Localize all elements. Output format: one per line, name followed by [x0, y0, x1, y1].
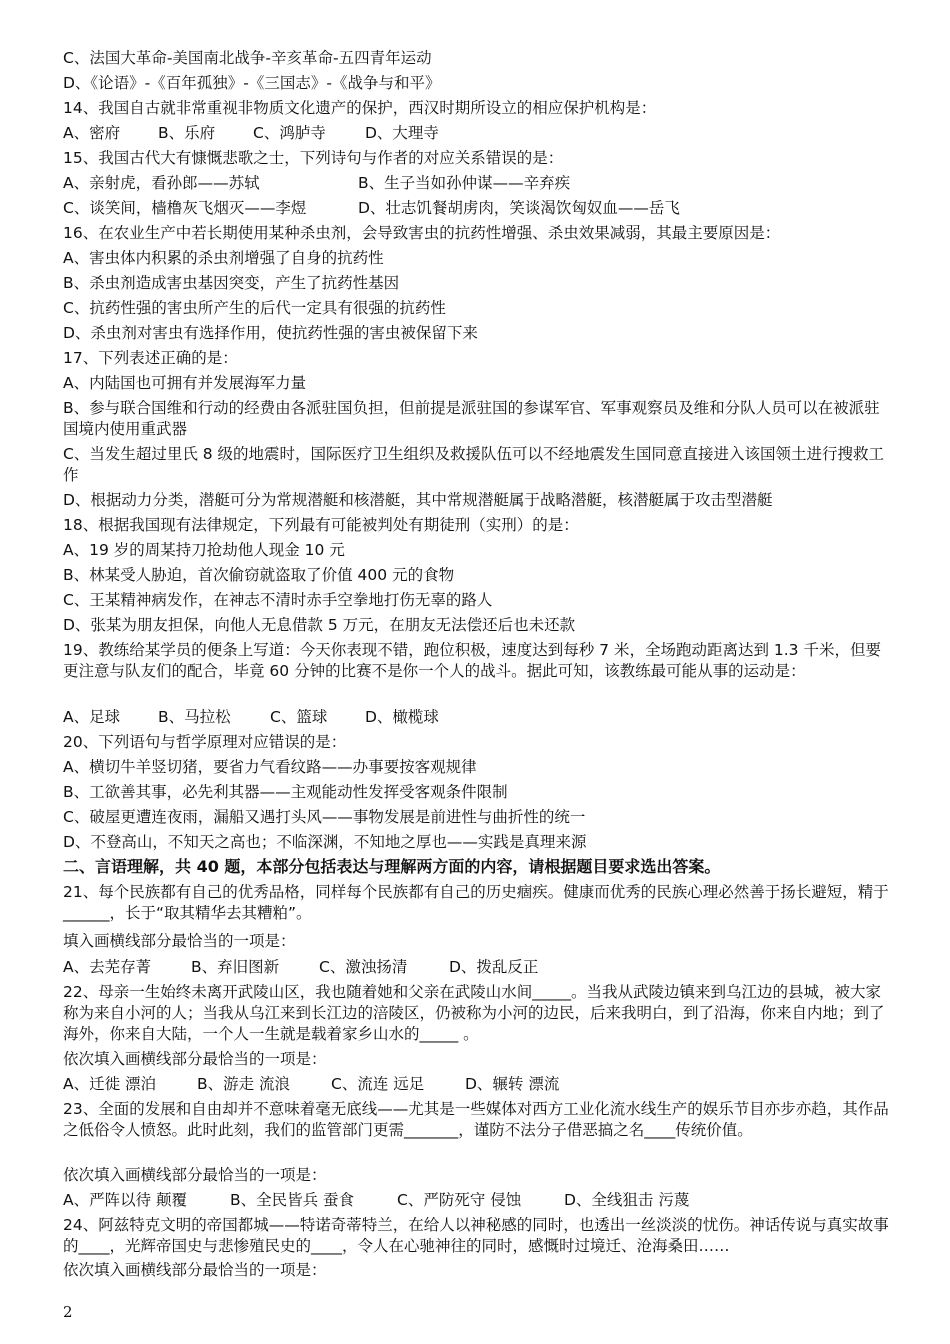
q21-options: [63, 957, 889, 977]
option: A、严阵以待 颠覆: [63, 1191, 188, 1209]
q17-option-a: A、内陆国也可拥有并发展海军力量: [63, 374, 307, 392]
q18-option-a: A、19 岁的周某持刀抢劫他人现金 10 元: [63, 541, 345, 559]
option: D、全线狙击 污蔑: [564, 1191, 690, 1209]
q18-option-b: B、林某受人胁迫，首次偷窃就盗取了价值 400 元的食物: [63, 566, 455, 584]
option: B、乐府: [158, 124, 216, 142]
q16-option-d: D、杀虫剂对害虫有选择作用，使抗药性强的害虫被保留下来: [63, 324, 478, 342]
q14-options: [63, 123, 889, 143]
q21-stem: 21、每个民族都有自己的优秀品格，同样每个民族都有自己的历史痼疾。健康而优秀的民族心理必然善于扬长避短，精于______，长于“取其精华去其糟粕”。: [63, 883, 889, 922]
option: B、全民皆兵 蚕食: [230, 1191, 355, 1209]
q16-option-a: A、害虫体内积累的杀虫剂增强了自身的抗药性: [63, 249, 384, 267]
option: A、去芜存菁: [63, 958, 152, 976]
q18-stem: 18、根据我国现有法律规定，下列最有可能被判处有期徒刑（实刑）的是：: [63, 516, 579, 534]
page-number: 2: [63, 1303, 73, 1321]
option: C、篮球: [270, 708, 328, 726]
q16-option-c: C、抗药性强的害虫所产生的后代一定具有很强的抗药性: [63, 299, 446, 317]
q16-option-b: B、杀虫剂造成害虫基因突变，产生了抗药性基因: [63, 274, 400, 292]
q22-stem: 22、母亲一生始终未离开武陵山区，我也随着她和父亲在武陵山水间_____。当我从武陵边镇来到乌江边的县城，被大家称为来自小河的人；当我从乌江来到长江边的涪陵区，仍被称为小河的边民，后来我明白，到了沿海，你来自内地；到了海外，你来自大陆，一个人一生就是载着家乡山水的_____ 。: [63, 983, 885, 1043]
option: C、鸿胪寺: [253, 124, 326, 142]
option: B、弃旧图新: [191, 958, 280, 976]
option: B、生子当如孙仲谋——辛弃疾: [358, 174, 571, 192]
option: C、严防死守 侵蚀: [397, 1191, 522, 1209]
option: D、壮志饥餐胡虏肉，笑谈渴饮匈奴血——岳飞: [358, 199, 680, 217]
q16-stem: 16、在农业生产中若长期使用某种杀虫剂，会导致害虫的抗药性增强、杀虫效果减弱，其最主要原因是：: [63, 224, 781, 242]
q17-stem: 17、下列表述正确的是：: [63, 349, 238, 367]
q19-options: [63, 707, 889, 727]
option: B、游走 流浪: [197, 1075, 291, 1093]
q22-options: [63, 1074, 889, 1094]
q13-option-c: C、法国大革命-美国南北战争-辛亥革命-五四青年运动: [63, 49, 432, 67]
q17-option-d: D、根据动力分类，潜艇可分为常规潜艇和核潜艇，其中常规潜艇属于战略潜艇，核潜艇属于攻击型潜艇: [63, 491, 773, 509]
option: A、密府: [63, 124, 121, 142]
option: D、橄榄球: [365, 708, 439, 726]
q20-option-a: A、横切牛羊竖切猪，要省力气看纹路——办事要按客观规律: [63, 758, 477, 776]
option: A、迁徙 漂泊: [63, 1075, 157, 1093]
q17-option-c: C、当发生超过里氏 8 级的地震时，国际医疗卫生组织及救援队伍可以不经地震发生国同意直接进入该国领土进行搜救工作: [63, 445, 885, 484]
q20-option-b: B、工欲善其事，必先利其器——主观能动性发挥受客观条件限制: [63, 783, 508, 801]
q15-options-cd: [63, 198, 889, 218]
q15-options-ab: [63, 173, 889, 193]
q20-stem: 20、下列语句与哲学原理对应错误的是：: [63, 733, 347, 751]
option: C、流连 远足: [331, 1075, 425, 1093]
option: D、拨乱反正: [449, 958, 539, 976]
q22-prompt: 依次填入画横线部分最恰当的一项是：: [63, 1050, 327, 1068]
q20-option-c: C、破屋更遭连夜雨，漏船又遇打头风——事物发展是前进性与曲折性的统一: [63, 808, 586, 826]
q15-stem: 15、我国古代大有慷慨悲歌之士，下列诗句与作者的对应关系错误的是：: [63, 149, 564, 167]
q24-stem: 24、阿兹特克文明的帝国都城——特诺奇蒂特兰，在给人以神秘感的同时，也透出一丝淡淡的忧伤。神话传说与真实故事的____，光辉帝国史与悲惨殖民史的____，令人在心驰神往的同时，感慨时过境迁、沧海桑田……: [63, 1216, 889, 1255]
option: A、亲射虎，看孙郎——苏轼: [63, 174, 260, 192]
q23-stem: 23、全面的发展和自由却并不意味着毫无底线——尤其是一些媒体对西方工业化流水线生产的娱乐节目亦步亦趋，其作品之低俗令人愤怒。此时此刻，我们的监管部门更需_______，谨防不法分子借恶搞之名____传统价值。: [63, 1100, 889, 1139]
q24-prompt: 依次填入画横线部分最恰当的一项是：: [63, 1261, 327, 1279]
q14-stem: 14、我国自古就非常重视非物质文化遗产的保护，西汉时期所设立的相应保护机构是：: [63, 99, 657, 117]
q18-option-c: C、王某精神病发作，在神志不清时赤手空拳地打伤无辜的路人: [63, 591, 493, 609]
q23-prompt: 依次填入画横线部分最恰当的一项是：: [63, 1166, 327, 1184]
q21-prompt: 填入画横线部分最恰当的一项是：: [63, 932, 296, 950]
q18-option-d: D、张某为朋友担保，向他人无息借款 5 万元，在朋友无法偿还后也未还款: [63, 616, 576, 634]
option: D、大理寺: [365, 124, 439, 142]
option: C、激浊扬清: [319, 958, 408, 976]
q20-option-d: D、不登高山，不知天之高也；不临深渊，不知地之厚也——实践是真理来源: [63, 833, 587, 851]
option: A、足球: [63, 708, 121, 726]
section-heading: 二、言语理解，共 40 题，本部分包括表达与理解两方面的内容，请根据题目要求选出答案。: [63, 857, 721, 876]
q19-stem: 19、教练给某学员的便条上写道：今天你表现不错，跑位积极，速度达到每秒 7 米，全场跑动距离达到 1.3 千米，但要更注意与队友们的配合，毕竟 60 分钟的比赛不是你一个人的战斗。据此可知，该教练最可能从事的运动是：: [63, 641, 881, 680]
q17-option-b: B、参与联合国维和行动的经费由各派驻国负担，但前提是派驻国的参谋军官、军事观察员及维和分队人员可以在被派驻国境内使用重武器: [63, 399, 880, 438]
q23-options: [63, 1190, 889, 1210]
q13-option-d: D、《论语》-《百年孤独》-《三国志》-《战争与和平》: [63, 74, 441, 92]
option: B、马拉松: [158, 708, 231, 726]
option: C、谈笑间，樯橹灰飞烟灭——李煜: [63, 199, 307, 217]
option: D、辗转 漂流: [465, 1075, 560, 1093]
